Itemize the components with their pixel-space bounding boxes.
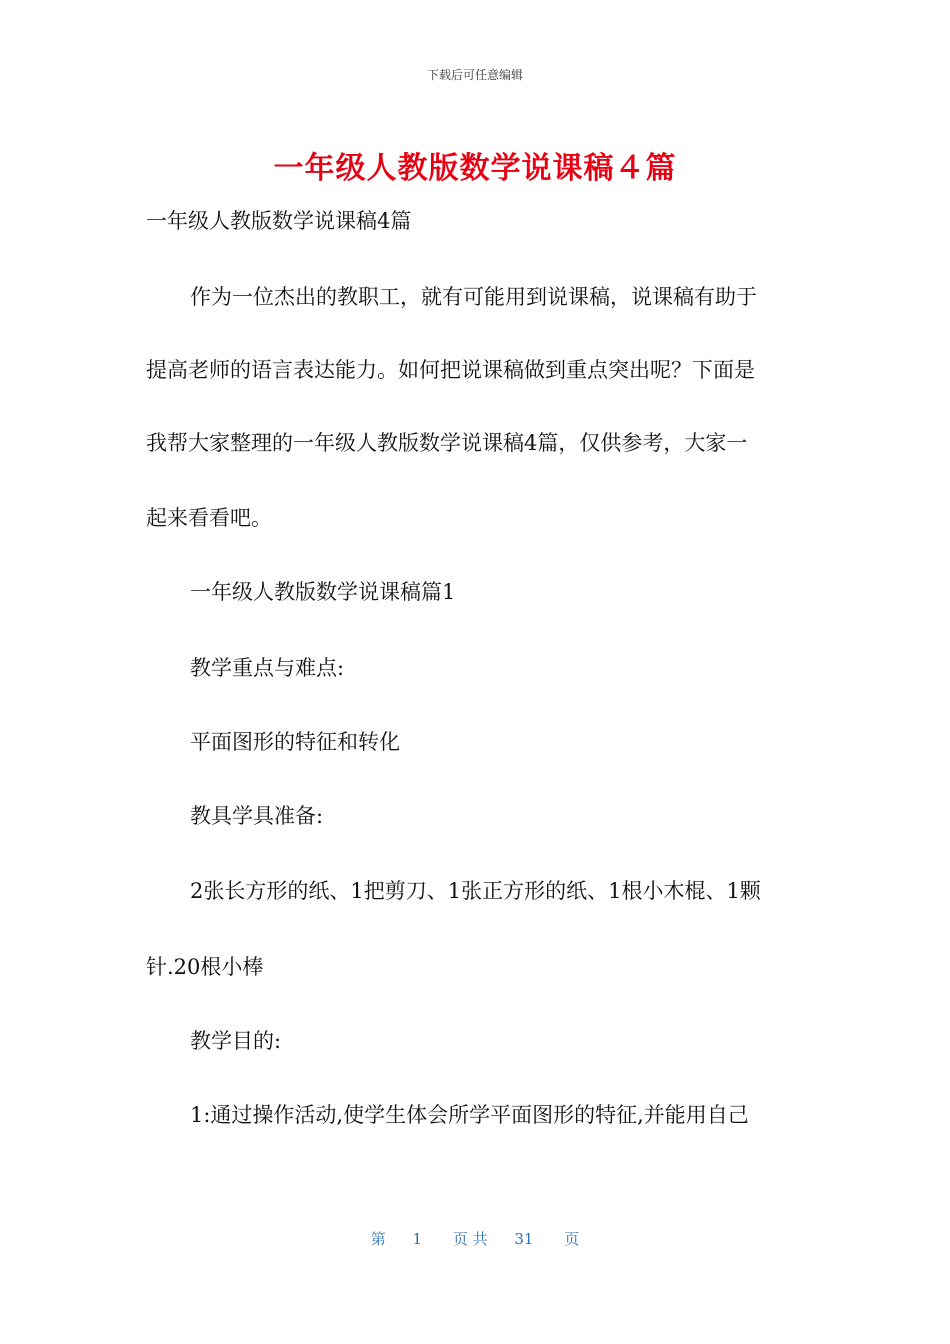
footer-total-pages: 31 [514,1230,534,1248]
paragraph-line: 教具学具准备: [190,804,324,828]
paragraph-line: 起来看看吧。 [146,506,272,530]
paragraph-line: 教学重点与难点: [190,656,345,680]
paragraph-line: 针.20根小棒 [146,955,264,979]
paragraph-line: 作为一位杰出的教职工，就有可能用到说课稿，说课稿有助于 [190,285,757,309]
subtitle-line: 一年级人教版数学说课稿4篇 [146,209,412,233]
paragraph-line: 1:通过操作活动,使学生体会所学平面图形的特征,并能用自己 [190,1103,749,1127]
paragraph-line: 我帮大家整理的一年级人教版数学说课稿4篇，仅供参考，大家一 [146,431,748,455]
paragraph-line: 提高老师的语言表达能力。如何把说课稿做到重点突出呢？下面是 [146,358,755,382]
document-title: 一年级人教版数学说课稿４篇 [273,151,677,186]
paragraph-line: 教学目的: [190,1029,282,1053]
footer-suffix: 页 [564,1230,580,1248]
footer-middle: 页 共 [452,1230,488,1248]
footer-prefix: 第 [370,1230,386,1248]
header-note: 下载后可任意编辑 [426,68,523,82]
paragraph-line: 2张长方形的纸、1把剪刀、1张正方形的纸、1根小木棍、1颗 [190,879,761,903]
section-heading: 一年级人教版数学说课稿篇1 [190,580,456,604]
paragraph-line: 平面图形的特征和转化 [190,730,400,754]
page-footer [0,1228,950,1249]
footer-page-number: 1 [412,1230,423,1248]
